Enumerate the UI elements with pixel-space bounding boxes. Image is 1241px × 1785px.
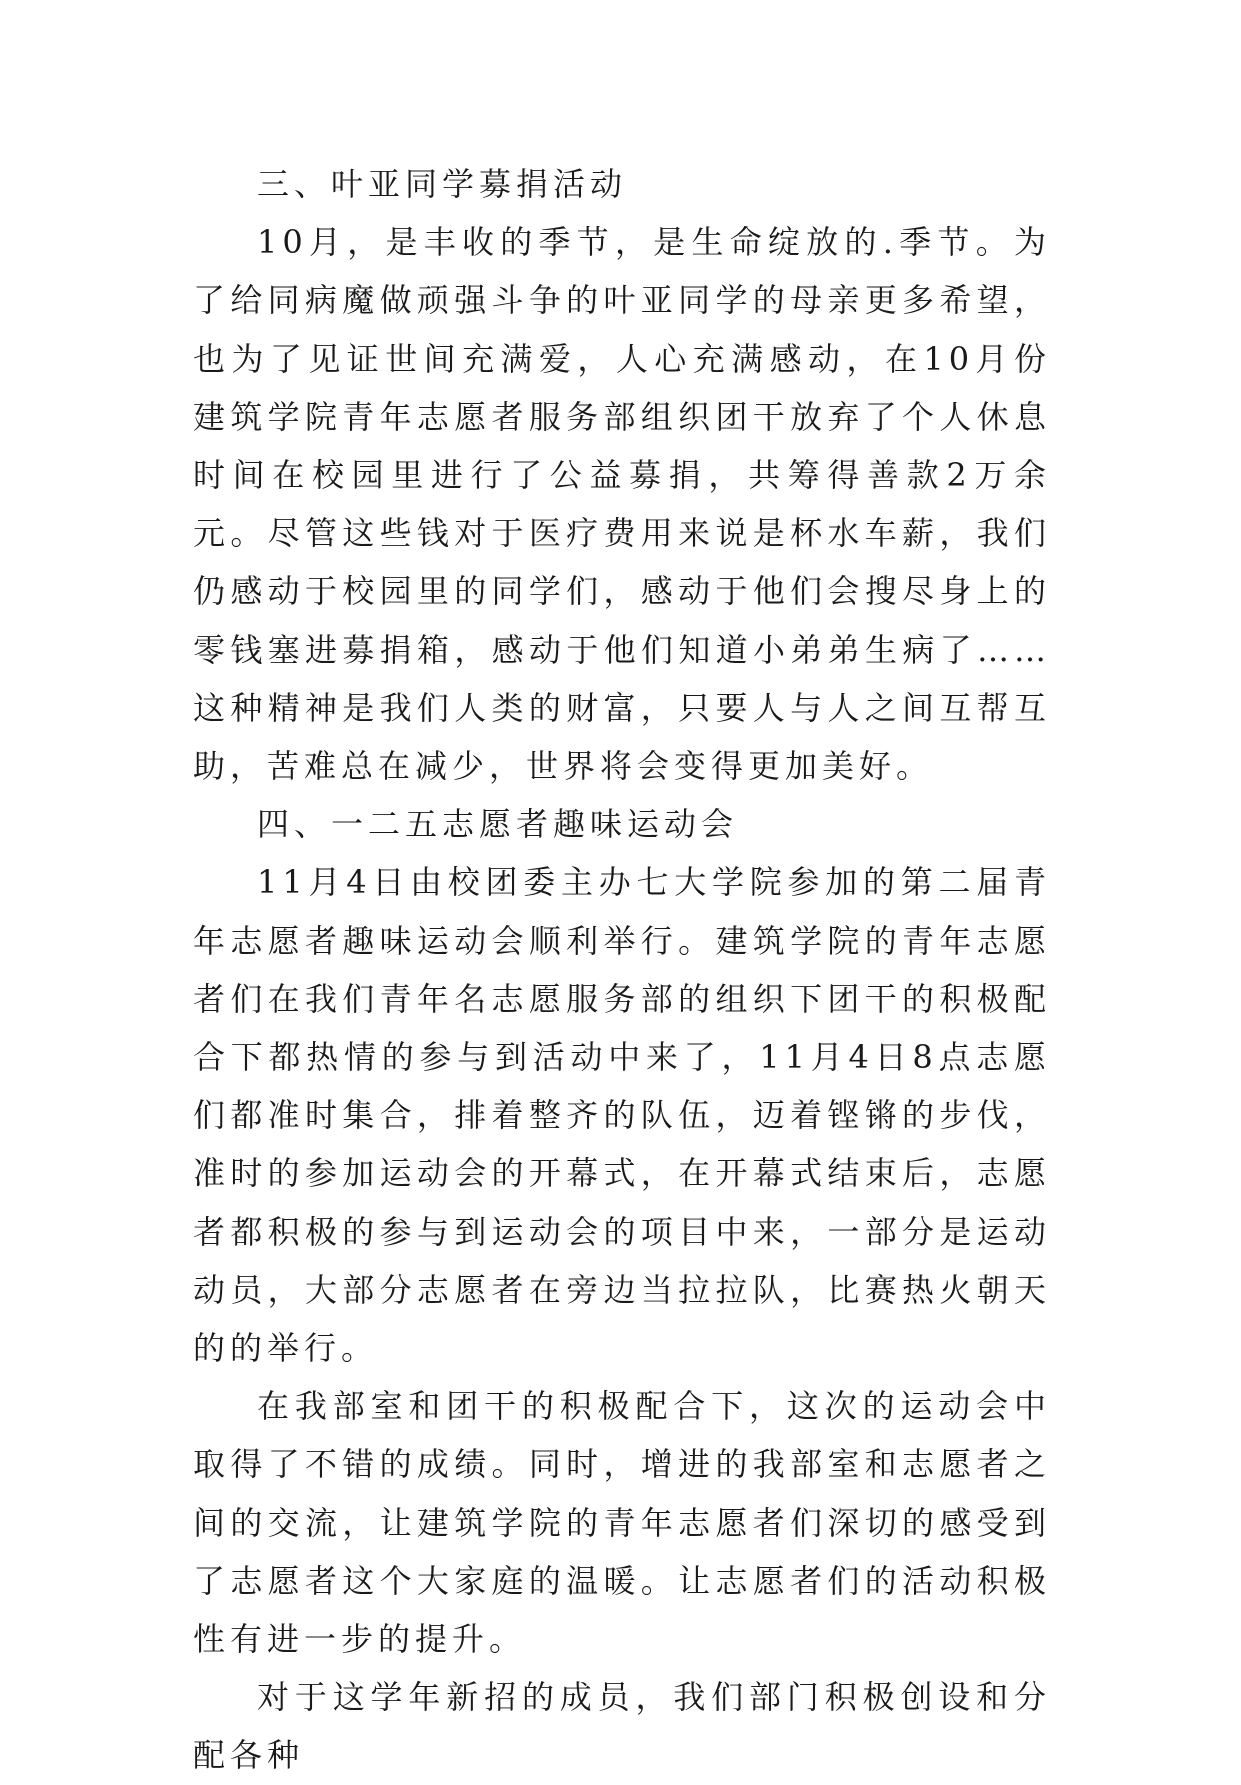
paragraph-results: 在我部室和团干的积极配合下，这次的运动会中取得了不错的成绩。同时，增进的我部室和志愿者之间的交流，让建筑学院的青年志愿者们深切的感受到了志愿者这个大家庭的温暖。让志愿者们的活动积极性有进一步的提升。 (193, 1387, 1051, 1659)
section-heading-fundraising: 三、叶亚同学募捐活动 (257, 165, 628, 203)
section-heading-sports-meet: 四、一二五志愿者趣味运动会 (257, 805, 739, 844)
paragraph-sports-meet: 11月4日由校团委主办七大学院参加的第二届青年志愿者趣味运动会顺利举行。建筑学院的青年志愿者们在我们青年名志愿服务部的组织下团干的积极配合下都热情的参与到活动中来了，11月4日8点志愿们都准时集合，排着整齐的队伍，迈着铿锵的步伐，准时的参加运动会的开幕式，在开幕式结束后，志愿者都积极的参与到运动会的项目中来，一部分是运动动员，大部分志愿者在旁边当拉拉队，比赛热火朝天的的举行。 (193, 863, 1051, 1368)
paragraph-fundraising: 10月，是丰收的季节，是生命绽放的.季节。为了给同病魔做顽强斗争的叶亚同学的母亲更多希望，也为了见证世间充满爱，人心充满感动，在10月份建筑学院青年志愿者服务部组织团干放弃了个人休息时间在校园里进行了公益募捐，共筹得善款2万余元。尽管这些钱对于医疗费用来说是杯水车薪，我们仍感动于校园里的同学们，感动于他们会搜尽身上的零钱塞进募捐箱，感动于他们知道小弟弟生病了……这种精神是我们人类的财富，只要人与人之间互帮互助，苦难总在减少，世界将会变得更加美好。 (193, 223, 1051, 786)
document-body (193, 155, 1051, 1785)
paragraph-new-members: 对于这学年新招的成员，我们部门积极创设和分配各种 (193, 1678, 1051, 1775)
